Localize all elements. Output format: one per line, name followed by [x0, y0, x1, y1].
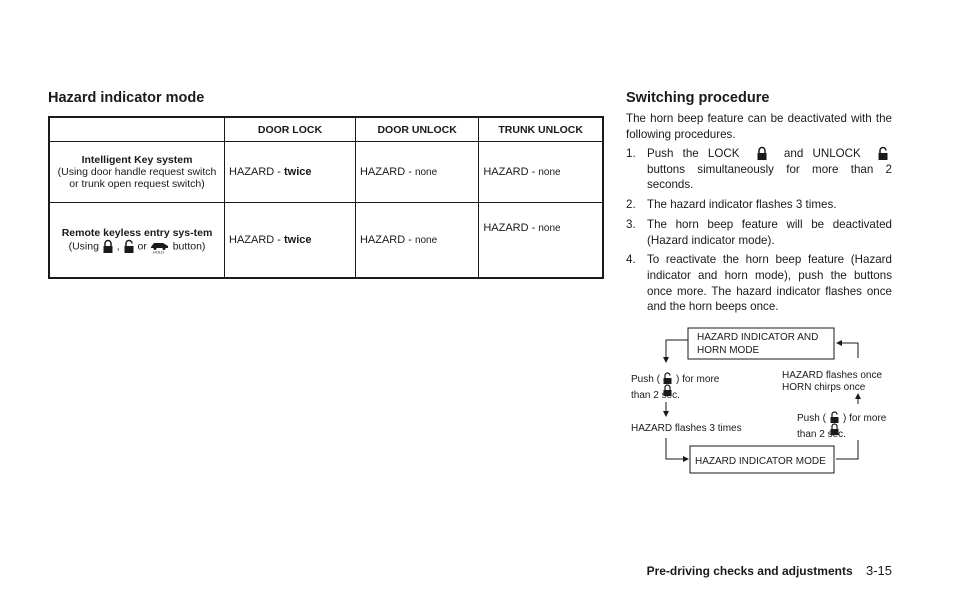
system-note — [54, 239, 220, 254]
system-note: (Using door handle request switch or trunk open request switch) — [57, 166, 217, 190]
list-item — [626, 252, 892, 314]
left-push-b: ) for more — [676, 374, 720, 385]
value-text: none — [414, 167, 438, 178]
right-push-a: Push ( — [797, 413, 826, 424]
unlock-icon — [831, 412, 839, 423]
step-text — [647, 147, 892, 191]
step-text-part3: buttons simultaneously for more than 2 seconds. — [647, 162, 892, 192]
table-header-door-unlock: DOOR UNLOCK — [355, 117, 478, 142]
value-prefix: HAZARD - — [359, 166, 415, 178]
lock-icon — [755, 146, 769, 161]
page-number: 3-15 — [865, 563, 892, 578]
note-end: button) — [172, 239, 206, 252]
trunk-hold-icon — [150, 239, 170, 254]
left-push-a: Push ( — [631, 374, 660, 385]
hold-label: HOLD — [152, 249, 164, 254]
step-number: 2. — [626, 198, 636, 212]
door-lock-cell — [225, 142, 356, 203]
value-text: none — [414, 235, 438, 246]
right-push-c: than 2 sec. — [797, 429, 846, 440]
note-sep: , — [116, 239, 120, 252]
bottom-box-label: HAZARD INDICATOR MODE — [695, 456, 826, 467]
right-result-line1: HAZARD flashes once — [782, 370, 883, 381]
step-text: To reactivate the horn beep feature (Hazard indicator and horn mode), push the buttons once more. The hazard indicator flashes once and the horn beeps once. — [647, 253, 892, 314]
table-header-empty — [49, 117, 225, 142]
footer-section-title: Pre-driving checks and adjustments — [646, 564, 853, 578]
step-number: 3. — [626, 217, 636, 231]
flow-arrow-left-down — [666, 340, 688, 362]
left-push-c: than 2 sec. — [631, 390, 680, 401]
lock-icon — [102, 239, 114, 254]
value-prefix: HAZARD - — [483, 166, 539, 178]
note-or: or — [137, 239, 147, 252]
trunk-unlock-cell — [479, 142, 603, 203]
top-box-line1: HAZARD INDICATOR AND — [697, 332, 819, 343]
unlock-icon — [123, 239, 135, 254]
value-prefix: HAZARD - — [359, 234, 415, 246]
section-title-hazard-indicator-mode: Hazard indicator mode — [48, 90, 205, 106]
table-header-door-lock: DOOR LOCK — [225, 117, 356, 142]
value-prefix: HAZARD - — [483, 222, 539, 234]
door-unlock-cell — [355, 203, 478, 279]
table-row — [49, 142, 603, 203]
section-title-switching-procedure: Switching procedure — [626, 90, 770, 106]
value-text: none — [538, 167, 561, 178]
value-text: twice — [284, 166, 312, 178]
top-box-line2: HORN MODE — [697, 345, 760, 356]
table-header-trunk-unlock: TRUNK UNLOCK — [479, 117, 603, 142]
right-result-line2: HORN chirps once — [782, 382, 866, 393]
system-cell — [49, 142, 225, 203]
step-number: 1. — [626, 147, 636, 160]
right-push-b: ) for more — [843, 413, 887, 424]
note-start: (Using — [68, 239, 99, 252]
step-text-part1: Push the LOCK — [647, 147, 740, 160]
table-row — [49, 203, 603, 279]
value-text: none — [538, 223, 561, 234]
hazard-mode-table — [48, 116, 604, 279]
system-cell — [49, 203, 225, 279]
list-item — [626, 217, 892, 248]
step-text: The hazard indicator flashes 3 times. — [647, 198, 837, 212]
system-title: Intelligent Key system — [81, 154, 193, 166]
door-unlock-cell — [355, 142, 478, 203]
unlock-icon — [664, 373, 672, 384]
flow-arrow-right-to-top — [837, 343, 858, 358]
flow-line-right-up — [836, 440, 858, 459]
system-title: Remote keyless entry sys-tem — [61, 226, 213, 239]
list-item — [626, 146, 892, 193]
table-header-row — [49, 117, 603, 142]
value-prefix: HAZARD - — [229, 234, 284, 246]
flow-arrow-left-to-bottom — [666, 438, 688, 459]
value-prefix: HAZARD - — [229, 166, 284, 178]
left-result: HAZARD flashes 3 times — [631, 423, 742, 434]
list-item — [626, 197, 892, 213]
step-number: 4. — [626, 253, 636, 267]
procedure-list — [626, 146, 892, 319]
intro-paragraph: The horn beep feature can be deactivated with the following procedures. — [626, 112, 892, 141]
trunk-unlock-cell — [479, 203, 603, 279]
mode-flow-diagram — [600, 322, 900, 482]
step-text: The horn beep feature will be deactivated (Hazard indicator mode). — [647, 217, 892, 247]
door-lock-cell — [225, 203, 356, 279]
unlock-icon — [876, 146, 890, 161]
step-text-part2: and UNLOCK — [783, 147, 861, 160]
value-text: twice — [284, 234, 312, 246]
page-footer — [647, 563, 892, 578]
